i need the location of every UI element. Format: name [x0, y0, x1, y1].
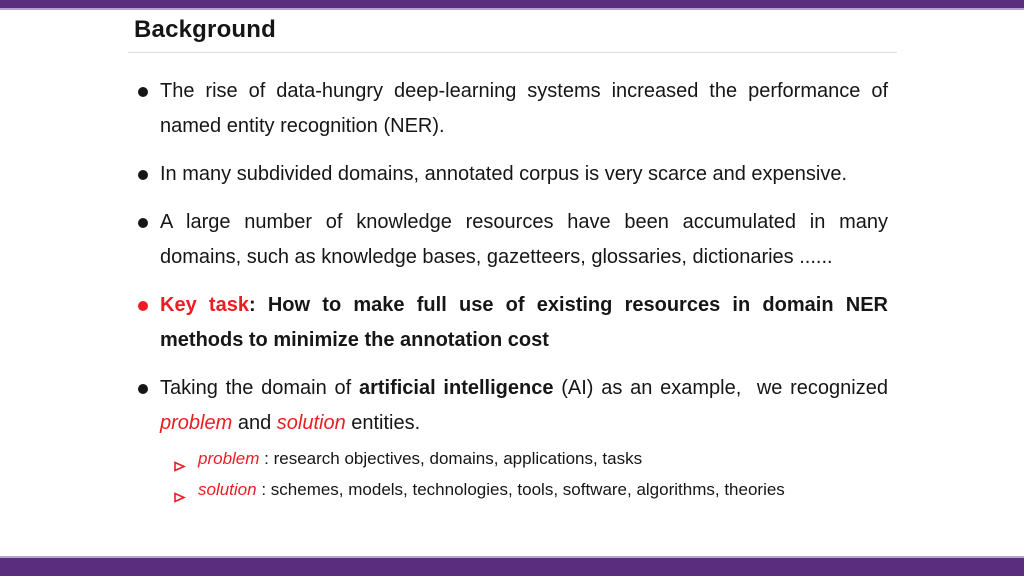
sub-colon: : [256, 480, 271, 499]
page-title: Background [134, 16, 277, 43]
bottom-accent-bar [0, 558, 1024, 576]
problem-term: problem [160, 412, 233, 434]
right-arrowhead-icon [173, 483, 186, 496]
bullet-item-2 [160, 157, 888, 192]
bullet-item-key-task [160, 288, 888, 358]
sub-text: research objectives, domains, applications, tasks [273, 449, 643, 468]
right-arrowhead-icon [173, 452, 186, 465]
slide-body [160, 74, 888, 505]
top-accent-bar [0, 0, 1024, 8]
example-and: and [232, 412, 277, 434]
example-mid: (AI) as an example, we recognized [553, 377, 888, 399]
problem-term: problem [198, 449, 260, 468]
bullet-dot-icon [138, 170, 148, 180]
title-divider [128, 52, 897, 53]
bullet-text: In many subdivided domains, annotated corpus is very scarce and expensive. [160, 163, 848, 185]
bullet-dot-icon [138, 218, 148, 228]
bullet-item-3 [160, 205, 888, 275]
solution-term: solution [198, 480, 257, 499]
bullet-text: A large number of knowledge resources have been accumulated in many domains, such as knowledge bases, gazetteers, glossaries, dictionaries ...... [160, 211, 888, 268]
top-accent-line [0, 8, 1024, 10]
sub-text: schemes, models, technologies, tools, software, algorithms, theories [270, 480, 785, 499]
example-pre: Taking the domain of [160, 377, 359, 399]
bullet-dot-icon [138, 301, 148, 311]
bullet-item-example [160, 371, 888, 441]
sub-bullet-solution [160, 474, 888, 505]
bullet-item-1 [160, 74, 888, 144]
key-task-colon: : [248, 294, 268, 316]
sub-bullet-problem [160, 443, 888, 474]
bullet-dot-icon [138, 384, 148, 394]
sub-colon: : [259, 449, 274, 468]
solution-term: solution [276, 412, 346, 434]
bullet-dot-icon [138, 87, 148, 97]
example-post: entities. [345, 412, 421, 434]
key-task-text: How to make full use of existing resources in domain NER methods to minimize the annotation cost [160, 294, 888, 351]
key-task-label: Key task [160, 294, 249, 316]
bullet-text: The rise of data-hungry deep-learning systems increased the performance of named entity recognition (NER). [160, 80, 888, 137]
example-bold-term: artificial intelligence [358, 377, 554, 399]
